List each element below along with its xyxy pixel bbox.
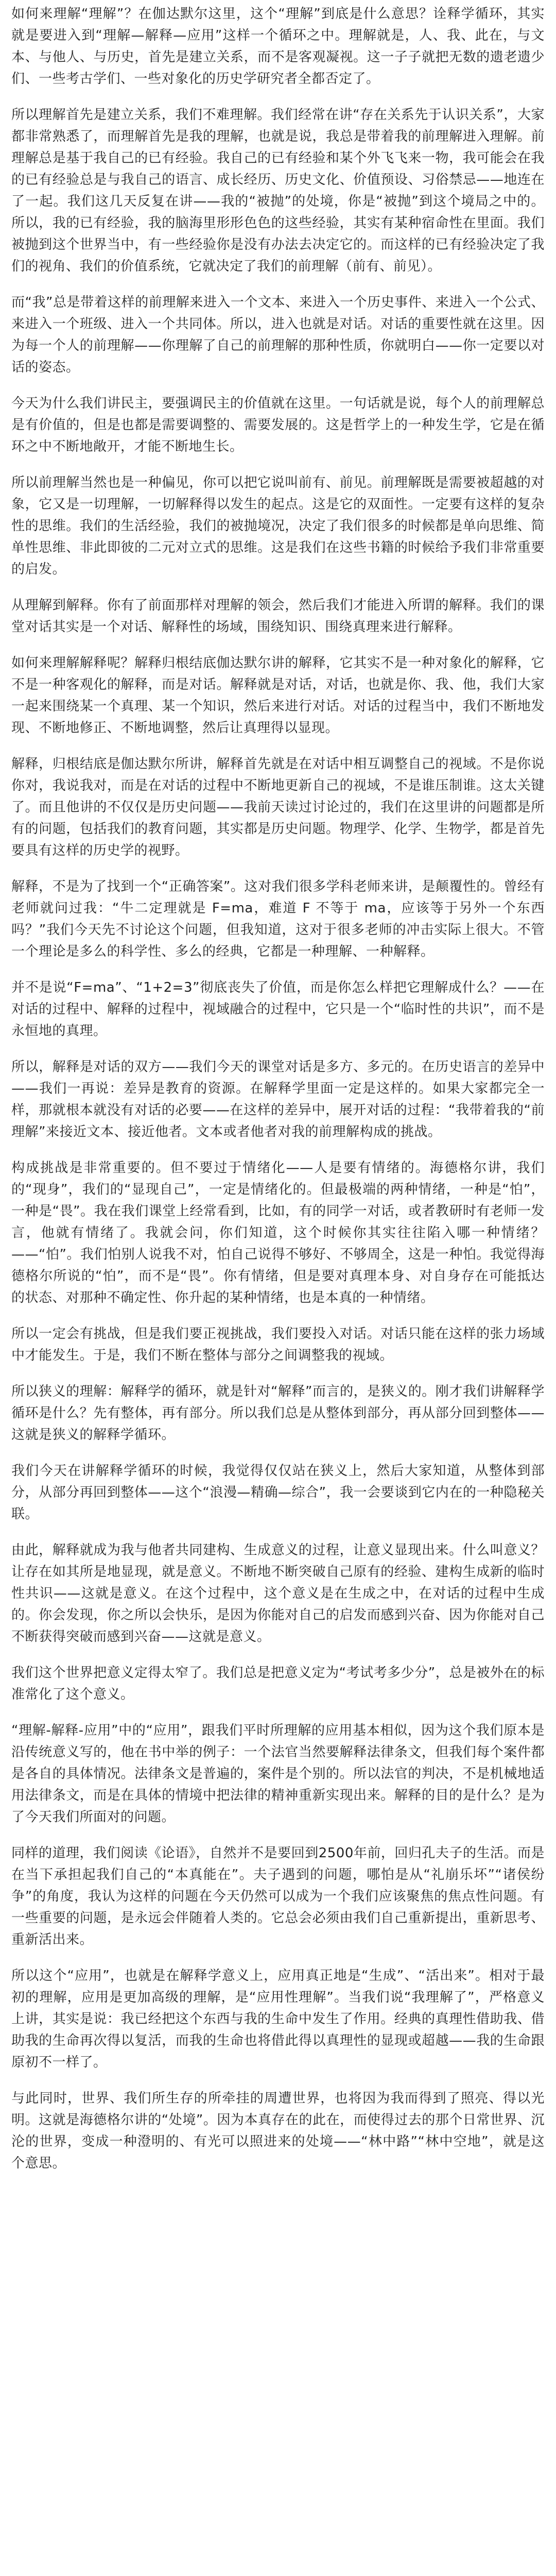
paragraph-13: 所以一定会有挑战，但是我们要正视挑战，我们要投入对话。对话只能在这样的张力场域中才能发生。于是，我们不断在整体与部分之间调整我的视域。 [11, 1326, 545, 1363]
paragraph-9: 解释，不是为了找到一个“正确答案”。这对我们很多学科老师来讲，是颠覆性的。曾经有老师就问过我：“牛二定理就是 F=ma，难道 F 不等于 ma，应该等于另外一个东西吗？”我们今天先不讨论这个问题，但我知道，这对于很多老师的冲击实际上很大。不管一个理论是多么的科学性、多么的经典，它都是一种理解、一种解释。 [11, 879, 545, 959]
paragraph-12: 构成挑战是非常重要的。但不要过于情绪化——人是要有情绪的。海德格尔讲，我们的“现身”，我们的“显现自己”，一定是情绪化的。但最极端的两种情绪，一种是“怕”，一种是“畏”。我在我们课堂上经常看到，比如，有的同学一对话，或者教研时有老师一发言，他就有情绪了。我就会问，你们知道，这个时候你其实往往陷入哪一种情绪？——“怕”。我们怕别人说我不对，怕自己说得不够好、不够周全，这是一种怕。我觉得海德格尔所说的“怕”，而不是“畏”。你有情绪，但是要对真理本身、对自身存在可能抵达的状态、对那种不确定性、你升起的某种情绪，也是本真的一种情绪。 [11, 1160, 545, 1306]
paragraph-1: 如何来理解“理解”？在伽达默尔这里，这个“理解”到底是什么意思？诠释学循环，其实就是要进入到“理解—解释—应用”这样一个循环之中。理解就是，人、我、此在，与文本、与他人、与历史，首先是建立关系，而不是客观凝视。这一子子就把无数的遗老遗少们、一些考古学们、一些对象化的历史学研究者全都否定了。 [11, 6, 545, 87]
paragraph-11: 所以，解释是对话的双方——我们今天的课堂对话是多方、多元的。在历史语言的差异中——我们一再说：差异是教育的资源。在解释学里面一定是这样的。如果大家都完全一样，那就根本就没有对话的必要——在这样的差异中，展开对话的过程：“我带着我的“前理解”来接近文本、接近他者。文本或者他者对我的前理解构成的挑战。 [11, 1059, 545, 1140]
paragraph-7: 如何来理解解释呢？解释归根结底伽达默尔讲的解释，它其实不是一种对象化的解释，它不是一种客观化的解释，而是对话。解释就是对话，对话，也就是你、我、他，我们大家一起来围绕某一个真理、某一个知识，然后来进行对话。对话的过程当中，我们不断地发现、不断地修正、不断地调整，然后让真理得以显现。 [11, 655, 545, 736]
paragraph-4: 今天为什么我们讲民主，要强调民主的价值就在这里。一句话就是说，每个人的前理解总是有价值的，但是也都是需要调整的、需要发展的。这是哲学上的一种发生学，它是在循环之中不断地敞开，才能不断地生长。 [11, 396, 545, 454]
paragraph-8: 解释，归根结底是伽达默尔所讲，解释首先就是在对话中相互调整自己的视域。不是你说你对，我说我对，而是在对话的过程中不断地更新自己的视域，不是谁压制谁。这太关键了。而且他讲的不仅仅是历史问题——我前天读过讨论过的，我们在这里讲的问题都是所有的问题，包括我们的教育问题，其实都是历史问题。物理学、化学、生物学，都是首先要具有这样的历史学的视野。 [11, 756, 545, 858]
paragraph-16: 由此，解释就成为我与他者共同建构、生成意义的过程，让意义显现出来。什么叫意义？让存在如其所是地显现，就是意义。不断地不断突破自己原有的经验、建构生成新的临时性共识——这就是意义。在这个过程中，这个意义是在生成之中，在对话的过程中生成的。你会发现，你之所以会快乐，是因为你能对自己的启发而感到兴奋、因为你能对自己不断获得突破而感到兴奋——这就是意义。 [11, 1543, 545, 1645]
paragraph-21: 与此同时，世界、我们所生存的所牵挂的周遭世界，也将因为我而得到了照亮、得以光明。这就是海德格尔讲的“处境”。因为本真存在的此在，而使得过去的那个日常世界、沉沦的世界，变成一种澄明的、有光可以照进来的处境——“林中路”“林中空地”，就是这个意思。 [11, 2091, 545, 2171]
paragraph-18: “理解-解释-应用”中的“应用”，跟我们平时所理解的应用基本相似，因为这个我们原本是沿传统意义写的，他在书中举的例子：一个法官当然要解释法律条文，但我们每个案件都是各自的具体情况。法律条文是普遍的，案件是个别的。所以法官的判决，不是机械地适用法律条文，而是在具体的情境中把法律的精神重新实现出来。解释的目的是什么？是为了今天我们所面对的问题。 [11, 1723, 545, 1825]
paragraph-6: 从理解到解释。你有了前面那样对理解的领会，然后我们才能进入所谓的解释。我们的课堂对话其实是一个对话、解释性的场域，围绕知识、围绕真理来进行解释。 [11, 598, 545, 635]
paragraph-10: 并不是说“F=ma”、“1+2=3”彻底丧失了价值，而是你怎么样把它理解成什么？——在对话的过程中、解释的过程中，视域融合的过程中，它只是一个“临时性的共识”，而不是永恒地的真理。 [11, 980, 545, 1039]
paragraph-15: 我们今天在讲解释学循环的时候，我觉得仅仅站在狭义上，然后大家知道，从整体到部分，从部分再回到整体——这个“浪漫—精确—综合”，我一会要谈到它内在的一种隐秘关联。 [11, 1463, 545, 1522]
paragraph-20: 所以这个“应用”，也就是在解释学意义上，应用真正地是“生成”、“活出来”。相对于最初的理解，应用是更加高级的理解，是“应用性理解”。当我们说“我理解了”，严格意义上讲，其实是说：我已经把这个东西与我的生命中发生了作用。经典的真理性借助我、借助我的生命再次得以复活，而我的生命也将借此得以真理性的显现或超越——我的生命跟原初不一样了。 [11, 1968, 545, 2070]
paragraph-19: 同样的道理，我们阅读《论语》，自然并不是要回到2500年前，回归孔夫子的生活。而是在当下承担起我们自己的“本真能在”。夫子遇到的问题，哪怕是从“礼崩乐坏”“诸侯纷争”的角度，我认为这样的问题在今天仍然可以成为一个我们应该聚焦的焦点性问题。有一些重要的问题，是永远会伴随着人类的。它总会必须由我们自己重新提出，重新思考、重新活出来。 [11, 1845, 545, 1947]
paragraph-5: 所以前理解当然也是一种偏见，你可以把它说叫前有、前见。前理解既是需要被超越的对象，它又是一切理解，一切解释得以发生的起点。这是它的双面性。一定要有这样的复杂性的思维。我们的生活经验，我们的被抛境况，决定了我们很多的时候都是单向思维、简单性思维、非此即彼的二元对立式的思维。这是我们在这些书籍的时候给予我们非常重要的启发。 [11, 475, 545, 577]
paragraph-14: 所以狭义的理解：解释学的循环，就是针对“解释”而言的，是狭义的。刚才我们讲解释学循环是什么？先有整体，再有部分。所以我们总是从整体到部分，再从部分回到整体——这就是狭义的解释学循环。 [11, 1384, 545, 1443]
paragraph-3: 而“我”总是带着这样的前理解来进入一个文本、来进入一个历史事件、来进入一个公式、来进入一个班级、进入一个共同体。所以，进入也就是对话。对话的重要性就在这里。因为每一个人的前理解——你理解了自己的前理解的那种性质，你就明白——你一定要以对话的姿态。 [11, 295, 545, 375]
paragraph-17: 我们这个世界把意义定得太窄了。我们总是把意义定为“考试考多少分”，总是被外在的标准常化了这个意义。 [11, 1665, 545, 1702]
paragraph-2: 所以理解首先是建立关系，我们不难理解。我们经常在讲“存在关系先于认识关系”，大家都非常熟悉了，而理解首先是我的理解，也就是说，我总是带着我的前理解进入理解。前理解总是基于我自己的已有经验。我自己的已有经验和某个外飞飞来一物，我可能会在我的已有经验总是与我自己的语言、成长经历、历史文化、价值预设、习俗禁忌——地连在了一起。我们这几天反复在讲——我的“被抛”的处境，你是“被抛”到这个境局之中的。所以，我的已有经验，我的脑海里形形色色的这些经验，其实有某种宿命性在里面。我们被抛到这个世界当中，有一些经验你是没有办法去决定它的。而这样的已有经验决定了我们的视角、我们的价值系统，它就决定了我们的前理解（前有、前见）。 [11, 107, 545, 274]
